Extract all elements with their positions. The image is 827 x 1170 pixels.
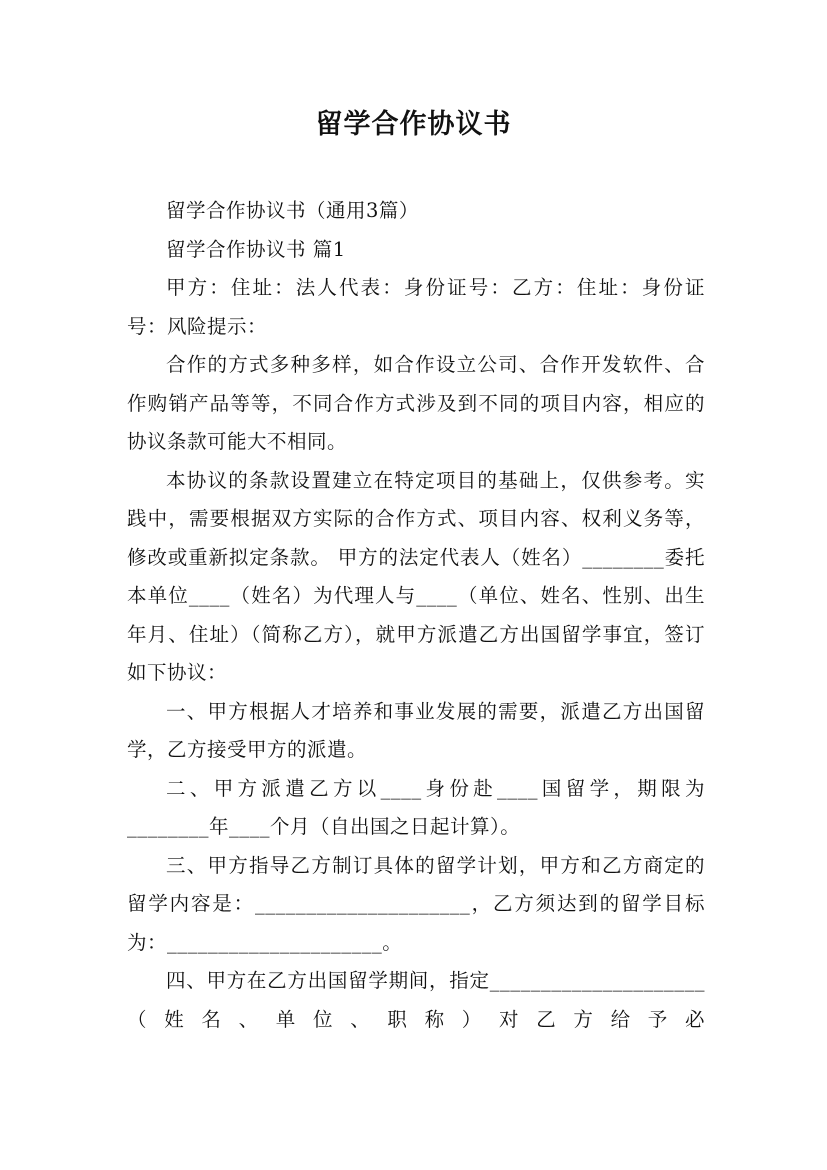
paragraph-clause-4: 四、甲方在乙方出国留学期间，指定_____________________（姓名、单位、职称）对乙方给予必 bbox=[127, 969, 705, 1031]
document-body bbox=[127, 192, 705, 1039]
paragraph-risk-note: 合作的方式多种多样，如合作设立公司、合作开发软件、合作购销产品等等，不同合作方式涉及到不同的项目内容，相应的协议条款可能大不相同。 bbox=[127, 353, 705, 453]
paragraph-clause-2: 二、甲方派遣乙方以____身份赴____国留学，期限为________年____个月（自出国之日起计算）。 bbox=[127, 776, 705, 838]
paragraph-clause-3: 三、甲方指导乙方制订具体的留学计划，甲方和乙方商定的留学内容是：_____________________，乙方须达到的留学目标为：_____________________。 bbox=[127, 853, 705, 954]
paragraph-parties: 甲方：住址：法人代表：身份证号：乙方：住址：身份证号：风险提示： bbox=[127, 276, 705, 338]
paragraph-clause-1: 一、甲方根据人才培养和事业发展的需要，派遣乙方出国留学，乙方接受甲方的派遣。 bbox=[127, 699, 705, 761]
document-title: 留学合作协议书 bbox=[315, 109, 512, 140]
paragraph-preamble: 本协议的条款设置建立在特定项目的基础上，仅供参考。实践中，需要根据双方实际的合作方式、项目内容、权利义务等，修改或重新拟定条款。 甲方的法定代表人（姓名）________委托本单位____（姓名）为代理人与____（单位、姓名、性别、出生年月、住址）（简称乙方），就甲方派遣乙方出国留学事宜，签订如下协议： bbox=[127, 468, 705, 684]
paragraph-section-heading: 留学合作协议书 篇1 bbox=[166, 237, 346, 261]
paragraph-subtitle: 留学合作协议书（通用3篇） bbox=[166, 199, 419, 222]
